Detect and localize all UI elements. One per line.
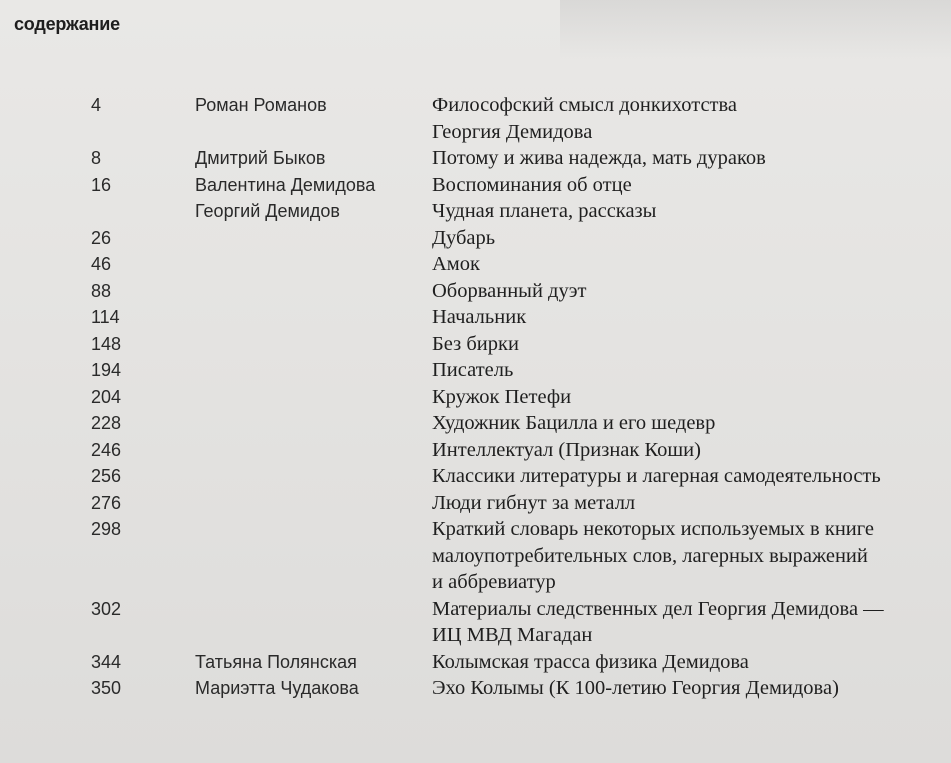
title-line: и аббревиатур xyxy=(432,571,556,593)
toc-entry xyxy=(0,145,951,172)
entry-title xyxy=(432,490,942,517)
toc-entry xyxy=(0,596,951,649)
title-line: Краткий словарь некоторых используемых в книге xyxy=(432,518,875,540)
entry-title xyxy=(432,251,942,278)
entry-title xyxy=(432,384,942,411)
page-number: 46 xyxy=(91,254,112,274)
toc-entry xyxy=(0,304,951,331)
title-line: Писатель xyxy=(432,359,514,381)
entry-title xyxy=(432,410,942,437)
page-shadow xyxy=(560,0,951,60)
page-number: 148 xyxy=(91,333,122,354)
title-line: Эхо Колымы (К 100-летию Георгия Демидова) xyxy=(432,677,839,699)
title-line: Материалы следственных дел Георгия Демидова — xyxy=(432,597,884,620)
toc-entry xyxy=(0,172,951,199)
toc-entry xyxy=(0,437,951,464)
author-name: Георгий Демидов xyxy=(195,201,340,221)
page-number: 26 xyxy=(91,227,112,248)
page-number: 298 xyxy=(91,519,122,539)
toc-entry xyxy=(0,357,951,384)
entry-title xyxy=(432,145,942,172)
title-line: ИЦ МВД Магадан xyxy=(432,624,593,646)
page-number: 344 xyxy=(91,651,122,672)
title-line: Воспоминания об отце xyxy=(432,173,632,196)
title-line: малоупотребительных слов, лагерных выражений xyxy=(432,544,868,567)
toc-entry xyxy=(0,331,951,358)
toc-entry xyxy=(0,675,951,702)
toc-entry xyxy=(0,225,951,252)
title-line: Чудная планета, рассказы xyxy=(432,200,657,222)
title-line: Начальник xyxy=(432,306,527,328)
page-number: 228 xyxy=(91,413,122,433)
page-number: 114 xyxy=(91,307,120,327)
table-of-contents xyxy=(0,92,951,702)
title-line: Художник Бацилла и его шедевр xyxy=(432,412,716,434)
toc-entry xyxy=(0,649,951,676)
author-name: Роман Романов xyxy=(195,95,327,115)
page-number: 256 xyxy=(91,466,122,486)
toc-entry xyxy=(0,251,951,278)
toc-entry xyxy=(0,410,951,437)
page-number: 276 xyxy=(91,492,122,513)
page-number: 16 xyxy=(91,174,112,195)
page-number: 204 xyxy=(91,386,122,407)
page-number: 8 xyxy=(91,148,102,168)
entry-title xyxy=(432,225,942,252)
entry-title xyxy=(432,516,942,596)
entry-title xyxy=(432,437,942,464)
page-number: 246 xyxy=(91,439,122,460)
toc-entry xyxy=(0,490,951,517)
toc-entry xyxy=(0,198,951,225)
title-line: Потому и жива надежда, мать дураков xyxy=(432,147,766,169)
author-name: Мариэтта Чудакова xyxy=(195,678,359,698)
title-line: Классики литературы и лагерная самодеятельность xyxy=(432,465,881,487)
title-line: Люди гибнут за металл xyxy=(432,491,636,514)
page-number: 4 xyxy=(91,95,102,115)
entry-title xyxy=(432,596,942,649)
title-line: Интеллектуал (Признак Коши) xyxy=(432,438,701,461)
toc-entry xyxy=(0,384,951,411)
author-name: Дмитрий Быков xyxy=(195,148,326,168)
title-line: Философский смысл донкихотства xyxy=(432,94,738,116)
entry-title xyxy=(432,331,942,358)
entry-title xyxy=(432,304,942,331)
entry-title xyxy=(432,198,942,225)
title-line: Без бирки xyxy=(432,332,519,355)
page-heading: содержание xyxy=(14,14,120,34)
entry-title xyxy=(432,92,942,145)
toc-entry xyxy=(0,92,951,145)
entry-title xyxy=(432,172,942,199)
toc-entry xyxy=(0,278,951,305)
entry-title xyxy=(432,278,942,305)
title-line: Дубарь xyxy=(432,226,496,249)
title-line: Георгия Демидова xyxy=(432,120,593,143)
author-name: Валентина Демидова xyxy=(195,174,376,195)
page-number: 194 xyxy=(91,360,122,380)
page-number: 88 xyxy=(91,280,112,301)
title-line: Кружок Петефи xyxy=(432,385,572,408)
entry-title xyxy=(432,463,942,490)
page-number: 350 xyxy=(91,678,122,698)
page-number: 302 xyxy=(91,598,122,619)
author-name: Татьяна Полянская xyxy=(195,651,357,672)
title-line: Колымская трасса физика Демидова xyxy=(432,650,749,673)
entry-title xyxy=(432,649,942,676)
title-line: Оборванный дуэт xyxy=(432,279,587,302)
title-line: Амок xyxy=(432,253,480,275)
entry-title xyxy=(432,357,942,384)
entry-title xyxy=(432,675,942,702)
toc-entry xyxy=(0,463,951,490)
toc-entry xyxy=(0,516,951,596)
